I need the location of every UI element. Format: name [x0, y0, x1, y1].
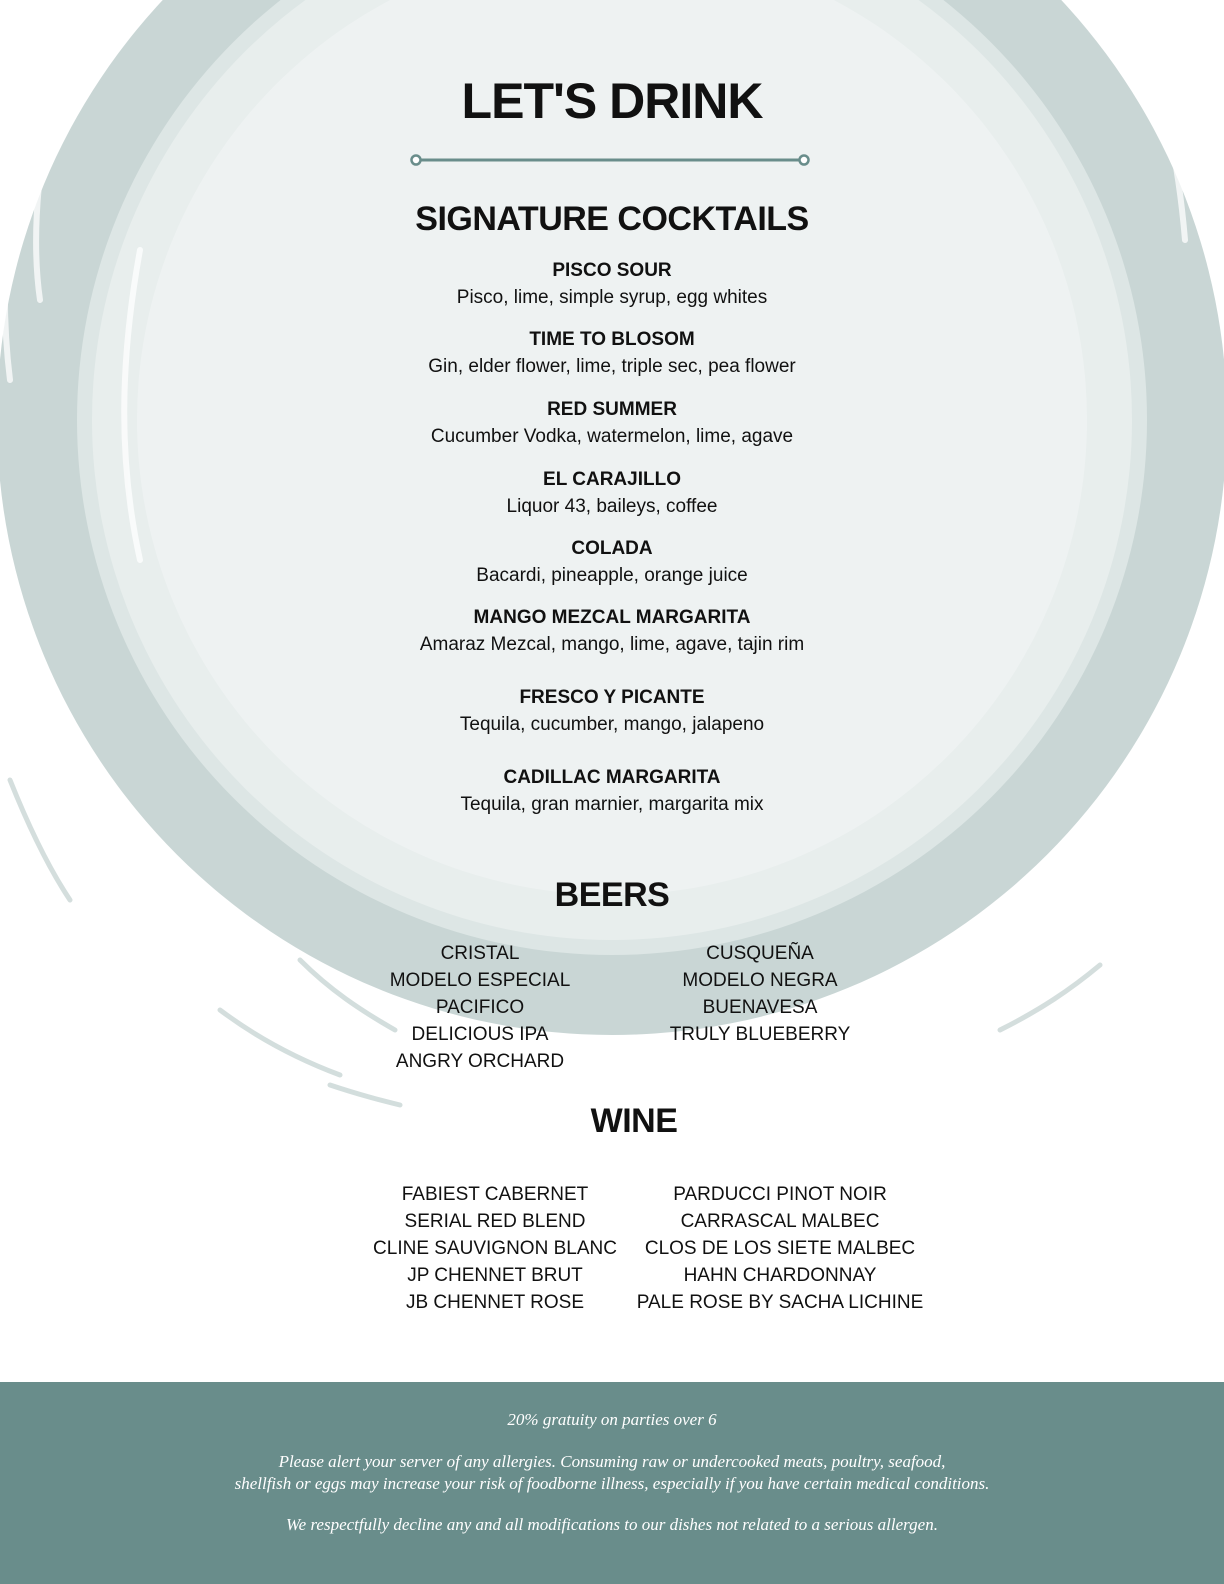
- cocktail-description: Bacardi, pineapple, orange juice: [476, 565, 748, 586]
- cocktail-description: Cucumber Vodka, watermelon, lime, agave: [430, 426, 794, 447]
- cocktail-description: Pisco, lime, simple syrup, egg whites: [456, 287, 768, 308]
- list-item: CARRASCAL MALBEC: [680, 1211, 880, 1232]
- list-item: CUSQUEÑA: [706, 943, 814, 964]
- wine-list-left: [360, 1181, 630, 1316]
- modifications-note: We respectfully decline any and all modifications to our dishes not related to a serious allergen.: [286, 1515, 938, 1534]
- cocktail-name: PISCO SOUR: [552, 260, 672, 281]
- cocktail-description: Tequila, cucumber, mango, jalapeno: [459, 714, 765, 735]
- list-item: MODELO ESPECIAL: [389, 970, 571, 991]
- list-item: SERIAL RED BLEND: [404, 1211, 586, 1232]
- cocktail-description: Tequila, gran marnier, margarita mix: [460, 794, 764, 815]
- cocktail-name: TIME TO BLOSOM: [529, 329, 695, 350]
- list-item: MODELO NEGRA: [682, 970, 838, 991]
- list-item: TRULY BLUEBERRY: [669, 1024, 851, 1045]
- allergy-notice-line: Please alert your server of any allergies. Consuming raw or undercooked meats, poultry, seafood,: [278, 1452, 946, 1471]
- beers-heading: BEERS: [554, 876, 670, 914]
- list-item: PALE ROSE BY SACHA LICHINE: [636, 1292, 924, 1313]
- list-item: CLINE SAUVIGNON BLANC: [373, 1238, 617, 1259]
- wine-heading: WINE: [590, 1102, 678, 1140]
- beer-list-right: [650, 940, 870, 1048]
- page-title: LET'S DRINK: [461, 73, 763, 129]
- list-item: JB CHENNET ROSE: [405, 1292, 585, 1313]
- cocktail-name: RED SUMMER: [547, 399, 677, 420]
- cocktail-description: Amaraz Mezcal, mango, lime, agave, tajin rim: [419, 634, 805, 655]
- list-item: CRISTAL: [440, 943, 520, 964]
- cocktails-heading: SIGNATURE COCKTAILS: [415, 200, 809, 238]
- list-item: HAHN CHARDONNAY: [683, 1265, 877, 1286]
- title-divider-icon: [410, 153, 810, 167]
- cocktail-name: EL CARAJILLO: [543, 469, 681, 490]
- wine-list-right: [630, 1181, 930, 1316]
- list-item: FABIEST CABERNET: [401, 1184, 589, 1205]
- cocktail-description: Gin, elder flower, lime, triple sec, pea flower: [428, 356, 796, 377]
- cocktail-name: MANGO MEZCAL MARGARITA: [473, 607, 751, 628]
- list-item: CLOS DE LOS SIETE MALBEC: [644, 1238, 916, 1259]
- cocktail-name: CADILLAC MARGARITA: [503, 767, 721, 788]
- cocktail-name: COLADA: [571, 538, 653, 559]
- cocktail-name: FRESCO Y PICANTE: [519, 687, 705, 708]
- list-item: DELICIOUS IPA: [411, 1024, 549, 1045]
- list-item: PARDUCCI PINOT NOIR: [673, 1184, 887, 1205]
- footer-notice: [0, 1382, 1224, 1584]
- beer-list-left: [370, 940, 590, 1075]
- list-item: BUENAVESA: [702, 997, 818, 1018]
- cocktail-description: Liquor 43, baileys, coffee: [506, 496, 718, 517]
- list-item: JP CHENNET BRUT: [407, 1265, 583, 1286]
- list-item: PACIFICO: [435, 997, 525, 1018]
- allergy-notice-line: shellfish or eggs may increase your risk of foodborne illness, especially if you have certain medical conditions.: [234, 1474, 990, 1493]
- gratuity-note: 20% gratuity on parties over 6: [507, 1410, 717, 1429]
- list-item: ANGRY ORCHARD: [395, 1051, 565, 1072]
